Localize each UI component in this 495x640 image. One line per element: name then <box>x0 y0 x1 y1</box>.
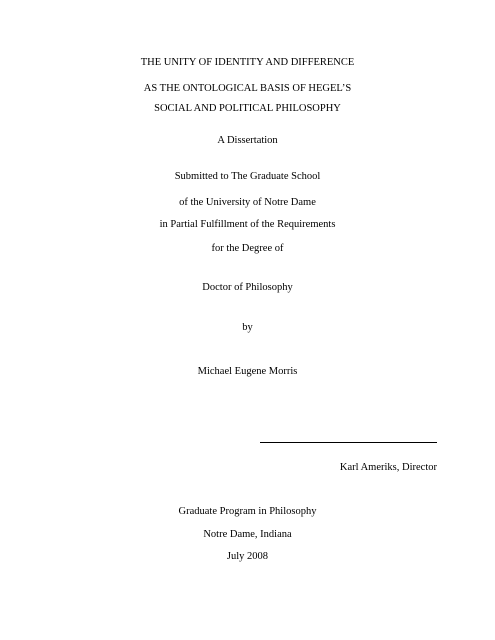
degree-name: Doctor of Philosophy <box>202 282 293 293</box>
program-name: Graduate Program in Philosophy <box>178 506 317 517</box>
dissertation-title-line-2: AS THE ONTOLOGICAL BASIS OF HEGEL’S <box>143 83 352 94</box>
dissertation-title-line-3: SOCIAL AND POLITICAL PHILOSOPHY <box>154 103 341 114</box>
program-location: Notre Dame, Indiana <box>203 529 292 540</box>
by-label: by <box>242 322 253 333</box>
submission-line-1: Submitted to The Graduate School <box>174 171 321 182</box>
submission-date: July 2008 <box>226 551 269 562</box>
submission-line-4: for the Degree of <box>211 243 284 254</box>
director-name: Karl Ameriks, Director <box>339 462 437 473</box>
author-name: Michael Eugene Morris <box>197 366 298 377</box>
submission-line-2: of the University of Notre Dame <box>179 197 316 208</box>
submission-line-3: in Partial Fulfillment of the Requirements <box>159 219 336 230</box>
document-type: A Dissertation <box>217 135 278 146</box>
signature-line <box>260 442 437 443</box>
dissertation-title-line-1: THE UNITY OF IDENTITY AND DIFFERENCE <box>140 57 355 68</box>
